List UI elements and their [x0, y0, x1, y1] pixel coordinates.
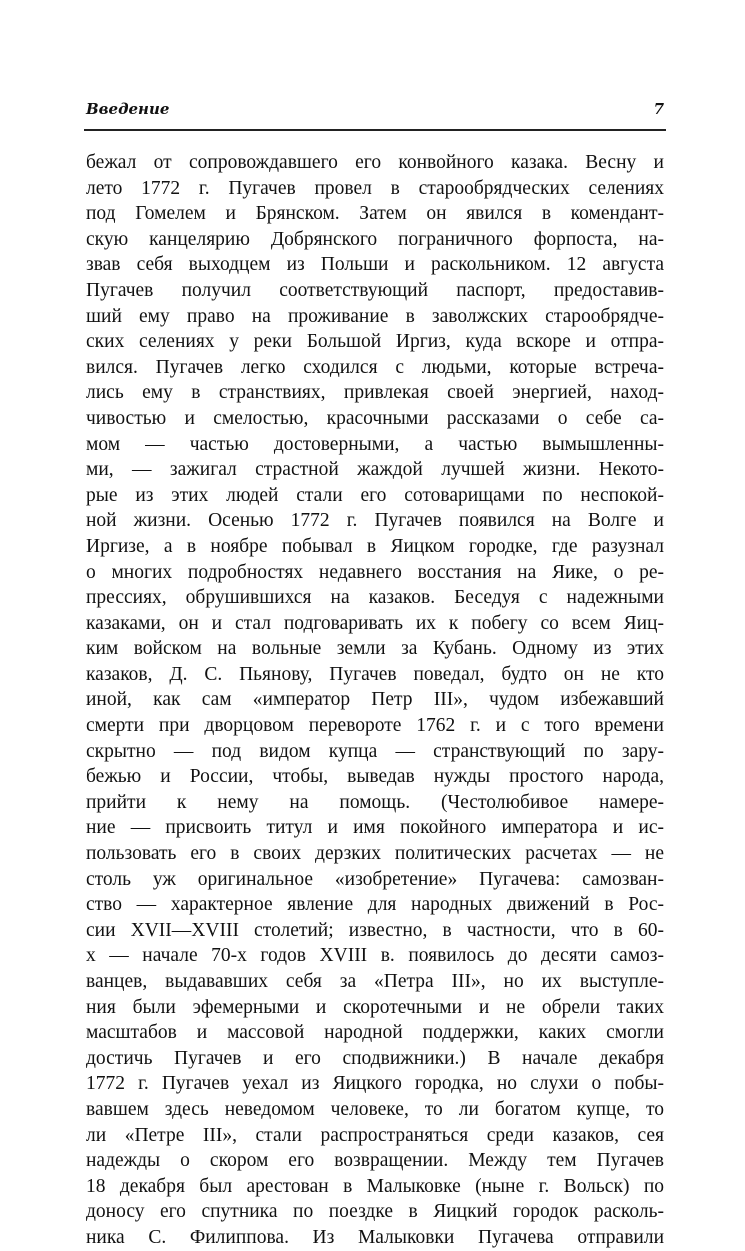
page-number: 7	[653, 100, 664, 118]
text-line: достичь Пугачев и его сподвижники.) В начале декабря	[86, 1047, 664, 1069]
text-line: под Гомелем и Брянском. Затем он явился в комендант-	[86, 203, 664, 225]
text-line: смерти при дворцовом перевороте 1762 г. и с того времени	[86, 715, 664, 737]
running-head	[86, 100, 664, 122]
text-line: доносу его спутника по поездке в Яицкий городок расколь-	[86, 1201, 664, 1223]
text-line: казаками, он и стал подговаривать их к побегу со всем Яиц-	[86, 612, 664, 634]
text-line: сии XVII—XVIII столетий; известно, в частности, что в 60-	[86, 919, 664, 941]
text-line: ми, — зажигал страстной жаждой лучшей жизни. Некото-	[86, 459, 664, 481]
text-line: пользовать его в своих дерзких политических расчетах — не	[86, 843, 664, 865]
text-line: ной жизни. Осенью 1772 г. Пугачев появился на Волге и	[86, 510, 664, 532]
text-line: х — начале 70-х годов XVIII в. появилось до десяти самоз-	[86, 945, 664, 967]
text-line: надежды о скором его возвращении. Между тем Пугачев	[86, 1150, 664, 1172]
text-line: ванцев, выдававших себя за «Петра III», но их выступле-	[86, 971, 664, 992]
text-line: бежью и России, чтобы, выведав нужды простого народа,	[86, 766, 664, 788]
text-line: иной, как сам «император Петр III», чудом избежавший	[86, 689, 664, 711]
text-line: чивостью и смелостью, красочными рассказами о себе са-	[86, 407, 664, 429]
text-line: прессиях, обрушившихся на казаков. Беседуя с надежными	[86, 587, 664, 609]
text-line: Пугачев получил соответствующий паспорт, предоставив-	[86, 279, 664, 301]
text-line: прийти к нему на помощь. (Честолюбивое намере-	[86, 791, 664, 813]
text-line: рые из этих людей стали его сотоварищами по неспокой-	[86, 484, 664, 506]
text-line: ских селениях у реки Большой Иргиз, куда вскоре и отпра-	[86, 331, 664, 353]
text-line: казаков, Д. С. Пьянову, Пугачев поведал, будто он не кто	[86, 663, 664, 685]
text-line: Иргизе, а в ноябре побывал в Яицком городке, где разузнал	[86, 535, 664, 557]
text-line: ли «Петре III», стали распространяться среди казаков, сея	[86, 1124, 664, 1146]
text-line: ника С. Филиппова. Из Малыковки Пугачева отправили	[86, 1226, 664, 1248]
text-line: 18 декабря был арестован в Малыковке (ныне г. Вольск) по	[86, 1175, 664, 1197]
text-line: ние — присвоить титул и имя покойного императора и ис-	[86, 817, 664, 839]
text-line: ким войском на вольные земли за Кубань. Одному из этих	[86, 638, 664, 660]
text-line: ния были эфемерными и скоротечными и не обрели таких	[86, 996, 664, 1018]
section-title: Введение	[86, 100, 170, 118]
text-line: ство — характерное явление для народных движений в Рос-	[86, 894, 664, 916]
text-line: столь уж оригинальное «изобретение» Пугачева: самозван-	[86, 868, 664, 890]
text-line: лись ему в странствиях, привлекая своей энергией, наход-	[86, 382, 664, 404]
text-line: масштабов и массовой народной поддержки, каких смогли	[86, 1022, 664, 1044]
text-line: ший ему право на проживание в заволжских старообрядче-	[86, 305, 664, 327]
text-line: бежал от сопровождавшего его конвойного казака. Весну и	[86, 152, 664, 173]
text-line: скую канцелярию Добрянского пограничного форпоста, на-	[86, 228, 664, 250]
text-line: 1772 г. Пугачев уехал из Яицкого городка, но слухи о побы-	[86, 1073, 664, 1095]
text-line: о многих подробностях недавнего восстания на Яике, о ре-	[86, 561, 664, 583]
text-line: лето 1772 г. Пугачев провел в старообрядческих селениях	[86, 177, 664, 199]
text-line: звав себя выходцем из Польши и раскольником. 12 августа	[86, 254, 664, 276]
header-rule	[84, 129, 666, 131]
text-line: вился. Пугачев легко сходился с людьми, которые встреча-	[86, 356, 664, 378]
body-text	[86, 150, 664, 1251]
text-line: вавшем здесь неведомом человеке, то ли богатом купце, то	[86, 1098, 664, 1120]
text-line: мом — частью достоверными, а частью вымышленны-	[86, 433, 664, 455]
text-line: скрытно — под видом купца — странствующий по зару-	[86, 740, 664, 762]
